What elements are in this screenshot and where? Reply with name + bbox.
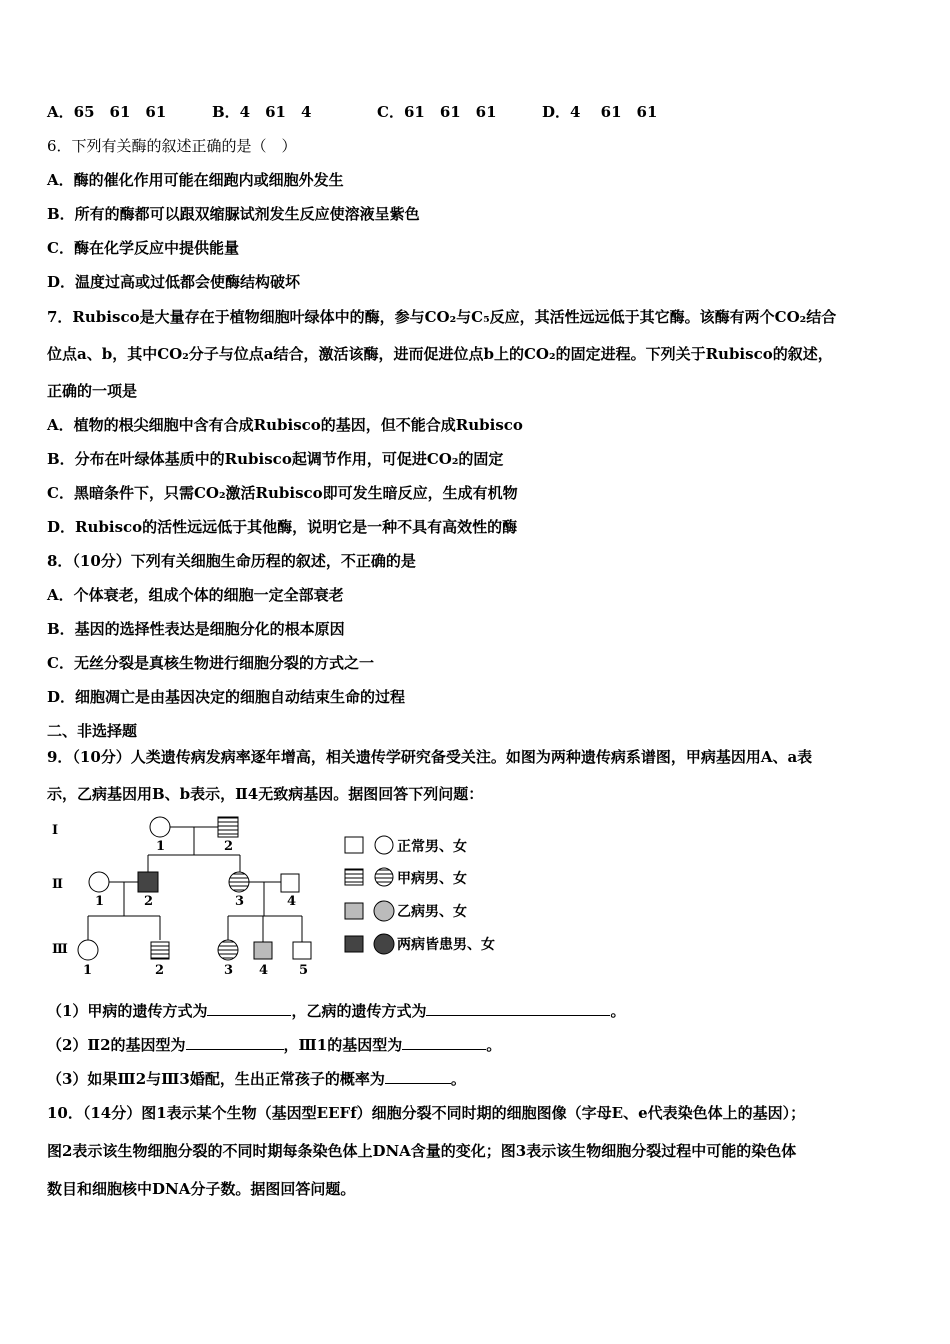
gen-label-3: Ⅲ [52,942,68,957]
q7-stem-line2: 位点a、b，其中CO₂分子与位点a结合，激活该酶，进而促进位点b上的CO₂的固定进程。下列关于Rubisco的叙述， [47,345,833,363]
q9-sub3-text-c: 。 [450,1070,466,1088]
legend-normal-female [375,836,393,854]
q6-option-c: C．酶在化学反应中提供能量 [47,239,239,257]
q5-option-b: B．4 61 4 [212,103,312,121]
q9-sub1-blank-1[interactable] [207,1001,291,1016]
legend-jia-male [345,869,363,885]
q10-line3: 数目和细胞核中DNA分子数。据图回答问题。 [47,1180,356,1198]
gen2-female-1 [89,872,109,892]
q6-stem: 6．下列有关酶的叙述正确的是（ ） [47,137,297,155]
q7-option-d: D．Rubisco的活性远远低于其他酶，说明它是一种不具有高效性的酶 [47,518,518,536]
gen2-id-3: 3 [235,894,245,909]
legend-yi-label: 乙病男、女 [397,904,467,920]
legend-yi-female [374,901,394,921]
legend-jia-female [375,868,393,886]
gen3-id-1: 1 [83,963,93,978]
q8-option-c: C．无丝分裂是真核生物进行细胞分裂的方式之一 [47,654,374,672]
q7-option-c: C．黑暗条件下，只需CO₂激活Rubisco即可发生暗反应，生成有机物 [47,484,518,502]
q9-sub1-text-a: （1）甲病的遗传方式为 [47,1002,208,1020]
legend-both-label: 两病皆患男、女 [397,937,495,953]
q9-sub1-blank-2[interactable] [426,1001,610,1016]
q5-options [47,102,657,122]
section-heading: 二、非选择题 [47,722,138,740]
q9-sub3-blank-1[interactable] [385,1069,451,1084]
q9-sub2-text-a: （2）Ⅱ2的基因型为 [47,1036,186,1054]
q9-sub2-text-c: 。 [486,1036,502,1054]
q9-sub3-text-a: （3）如果Ⅲ2与Ⅲ3婚配，生出正常孩子的概率为 [47,1070,385,1088]
q5-option-a: A．65 61 61 [47,103,167,121]
q5-option-d: D．4 61 61 [542,103,658,121]
q8-stem: 8．（10分）下列有关细胞生命历程的叙述，不正确的是 [47,552,416,570]
q9-sub2 [47,1035,501,1055]
gen1-female-1 [150,817,170,837]
legend-both-female [374,934,394,954]
legend-jia-label: 甲病男、女 [397,871,467,887]
gen3-male-5 [293,942,311,959]
legend-normal-label: 正常男、女 [397,839,467,855]
gen3-male-2 [151,942,169,959]
gen2-id-1: 1 [95,894,105,909]
q9-stem-line2: 示，乙病基因用B、b表示，Ⅱ4无致病基因。据图回答下列问题： [47,785,484,803]
gen3-id-5: 5 [299,963,309,978]
gen3-male-4 [254,942,272,959]
gen3-id-4: 4 [259,963,269,978]
q9-stem-line1: 9．（10分）人类遗传病发病率逐年增高，相关遗传学研究备受关注。如图为两种遗传病系谱图，甲病基因用A、a表 [47,748,813,766]
gen3-id-3: 3 [224,963,234,978]
q9-sub2-text-b: ，Ⅲ1的基因型为 [283,1036,403,1054]
q9-sub1 [47,1001,625,1021]
gen2-id-2: 2 [144,894,154,909]
q6-option-a: A．酶的催化作用可能在细跑内或细胞外发生 [47,171,344,189]
q9-sub1-text-c: 。 [610,1002,626,1020]
legend-yi-male [345,903,363,919]
gen3-female-3 [218,940,238,960]
gen3-female-1 [78,940,98,960]
q6-option-b: B．所有的酶都可以跟双缩脲试剂发生反应使溶液呈紫色 [47,205,420,223]
gen2-male-4 [281,874,299,892]
legend-both-male [345,936,363,952]
q7-stem-line1: 7．Rubisco是大量存在于植物细胞叶绿体中的酶，参与CO₂与C₅反应，其活性远远低于其它酶。该酶有两个CO₂结合 [47,308,837,326]
q7-option-a: A．植物的根尖细胞中含有合成Rubisco的基因，但不能合成Rubisco [47,416,523,434]
legend-normal-male [345,837,363,853]
q9-sub2-blank-2[interactable] [402,1035,486,1050]
q8-option-a: A．个体衰老，组成个体的细胞一定全部衰老 [47,586,344,604]
gen3-id-2: 2 [155,963,165,978]
gen1-male-2 [218,817,238,837]
q9-sub2-blank-1[interactable] [186,1035,284,1050]
gen1-id-2: 2 [224,839,234,854]
gen1-id-1: 1 [156,839,166,854]
q8-option-d: D．细胞凋亡是由基因决定的细胞自动结束生命的过程 [47,688,406,706]
gen2-male-2 [138,872,158,892]
q6-option-d: D．温度过高或过低都会使酶结构破坏 [47,273,301,291]
q10-line1: 10．（14分）图1表示某个生物（基因型EEFf）细胞分裂不同时期的细胞图像（字母E、e代表染色体上的基因）； [47,1104,806,1122]
gen-label-2: Ⅱ [52,877,63,892]
q9-sub3 [47,1069,466,1089]
gen2-female-3 [229,872,249,892]
q9-sub1-text-b: ，乙病的遗传方式为 [291,1002,427,1020]
q7-stem-line3: 正确的一项是 [47,382,138,400]
q8-option-b: B．基因的选择性表达是细胞分化的根本原因 [47,620,345,638]
pedigree-diagram [40,812,560,982]
gen-label-1: Ⅰ [52,823,59,838]
q5-option-c: C．61 61 61 [377,103,497,121]
q10-line2: 图2表示该生物细胞分裂的不同时期每条染色体上DNA含量的变化；图3表示该生物细胞分裂过程中可能的染色体 [47,1142,797,1160]
gen2-id-4: 4 [287,894,297,909]
q7-option-b: B．分布在叶绿体基质中的Rubisco起调节作用，可促进CO₂的固定 [47,450,504,468]
